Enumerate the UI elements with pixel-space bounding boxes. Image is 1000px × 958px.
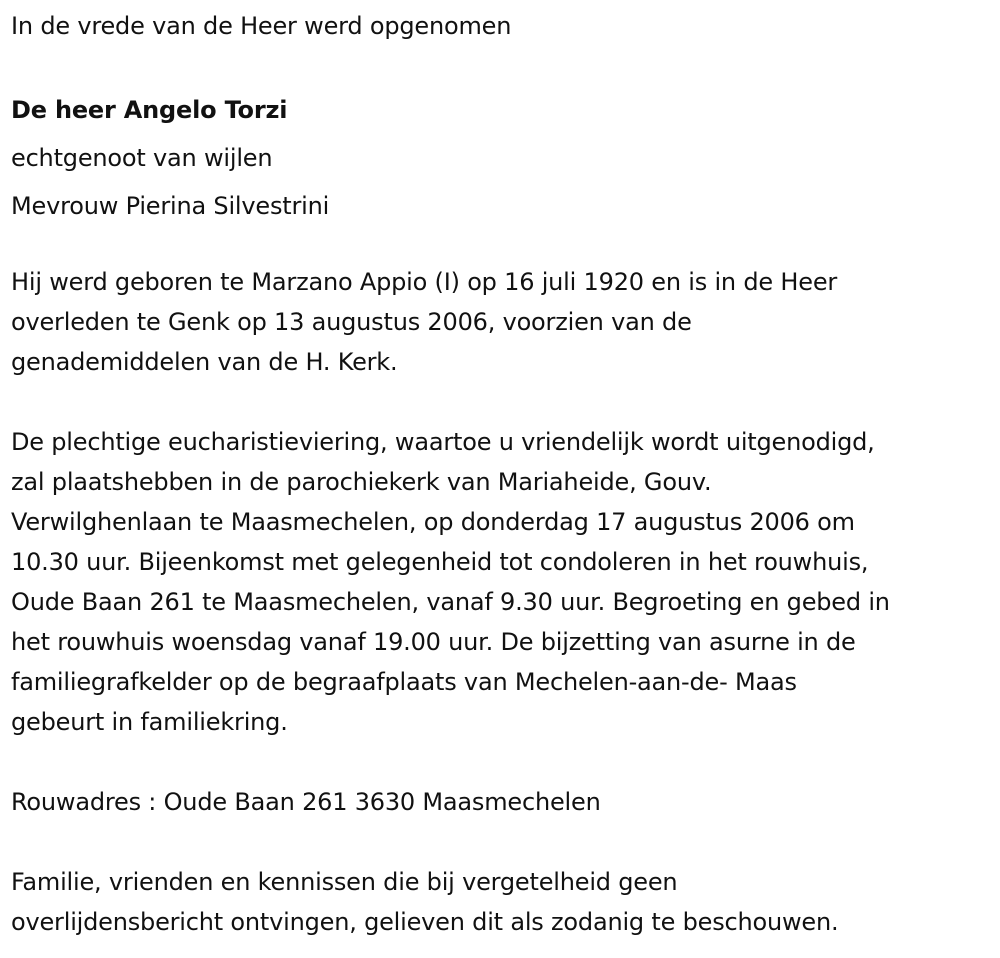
closing-paragraph: Familie, vrienden en kennissen die bij vergetelheid geen overlijdensbericht ontvingen, gelieven dit als zodanig te beschouwen. xyxy=(11,868,839,936)
intro-text: In de vrede van de Heer werd opgenomen xyxy=(11,12,512,40)
relation-text: echtgenoot van wijlen xyxy=(11,144,273,172)
spouse-name: Mevrouw Pierina Silvestrini xyxy=(11,192,330,220)
ceremony-paragraph: De plechtige eucharistieviering, waartoe u vriendelijk wordt uitgenodigd, zal plaatshebben in de parochiekerk van Mariaheide, Gouv. Verwilghenlaan te Maasmechelen, op donderdag 17 augustus 2006 om 10.30 uur. Bijeenkomst met gelegenheid tot condoleren in het rouwhuis, Oude Baan 261 te Maasmechelen, vanaf 9.30 uur. Begroeting en gebed in het rouwhuis woensdag vanaf 19.00 uur. De bijzetting van asurne in de familiegrafkelder op de begraafplaats van Mechelen-aan-de- Maas gebeurt in familiekring. xyxy=(11,428,890,736)
mourning-address: Rouwadres : Oude Baan 261 3630 Maasmechelen xyxy=(11,788,601,816)
birth-death-paragraph: Hij werd geboren te Marzano Appio (I) op 16 juli 1920 en is in de Heer overleden te Genk op 13 augustus 2006, voorzien van de genademiddelen van de H. Kerk. xyxy=(11,268,838,376)
deceased-name: De heer Angelo Torzi xyxy=(11,96,288,124)
